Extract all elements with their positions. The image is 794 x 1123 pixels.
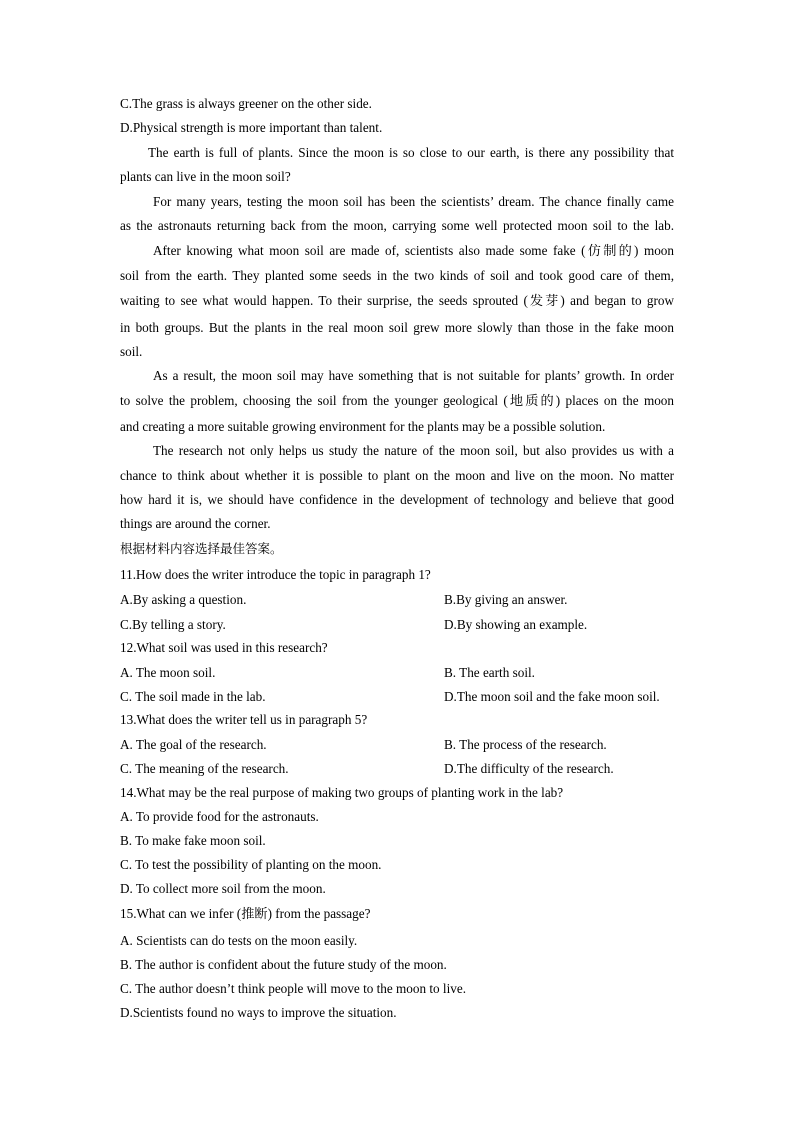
passage-line: chance to think about whether it is possible to plant on the moon and live on the moon. No matter <box>120 468 674 483</box>
option-d: D.Scientists found no ways to improve the situation. <box>120 1005 397 1020</box>
passage-line: to solve the problem, choosing the soil from the younger geological (地质的) places on the moon <box>120 393 674 408</box>
option-b: B. To make fake moon soil. <box>120 833 266 848</box>
passage-line: plants can live in the moon soil? <box>120 169 291 184</box>
option-c: C.By telling a story. <box>120 617 226 632</box>
passage-line: in both groups. But the plants in the real moon soil grew more slowly than those in the fake moon <box>120 320 674 335</box>
passage-line: soil. <box>120 344 143 359</box>
passage-line: soil from the earth. They planted some seeds in the two kinds of soil and took good care of them, <box>120 268 674 283</box>
passage-line: The research not only helps us study the nature of the moon soil, but also provides us with a <box>153 443 674 458</box>
option-a: A. The moon soil. <box>120 665 216 680</box>
option-b: B. The earth soil. <box>444 665 535 680</box>
option-b: B.By giving an answer. <box>444 592 568 607</box>
option-a: A.By asking a question. <box>120 592 247 607</box>
option-a: A. Scientists can do tests on the moon easily. <box>120 933 358 948</box>
option-a: A. The goal of the research. <box>120 737 267 752</box>
passage-line: As a result, the moon soil may have something that is not suitable for plants’ growth. In order <box>153 368 674 383</box>
passage-line: as the astronauts returning back from the moon, carrying some well protected moon soil to the lab. <box>120 218 674 233</box>
question-stem: 12.What soil was used in this research? <box>120 640 328 655</box>
passage-line: things are around the corner. <box>120 516 271 531</box>
option-a: A. To provide food for the astronauts. <box>120 809 319 824</box>
option-b: B. The process of the research. <box>444 737 607 752</box>
passage-line: The earth is full of plants. Since the moon is so close to our earth, is there any possibility that <box>148 145 674 160</box>
passage-line: how hard it is, we should have confidence in the development of technology and believe that good <box>120 492 674 507</box>
question-stem: 15.What can we infer (推断) from the passage? <box>120 906 371 921</box>
option-d: D.The moon soil and the fake moon soil. <box>444 689 660 704</box>
option-c: C. To test the possibility of planting on the moon. <box>120 857 382 872</box>
instruction: 根据材料内容选择最佳答案。 <box>120 541 283 556</box>
option-c: C. The author doesn’t think people will move to the moon to live. <box>120 981 467 996</box>
prev-option-c: C.The grass is always greener on the other side. <box>120 96 372 111</box>
question-stem: 11.How does the writer introduce the topic in paragraph 1? <box>120 567 431 582</box>
passage-line: For many years, testing the moon soil has been the scientists’ dream. The chance finally came <box>153 194 674 209</box>
option-d: D.The difficulty of the research. <box>444 761 614 776</box>
passage-line: waiting to see what would happen. To their surprise, the seeds sprouted (发芽) and began to grow <box>120 293 674 308</box>
prev-option-d: D.Physical strength is more important than talent. <box>120 120 383 135</box>
option-b: B. The author is confident about the future study of the moon. <box>120 957 447 972</box>
option-d: D. To collect more soil from the moon. <box>120 881 326 896</box>
question-stem: 14.What may be the real purpose of making two groups of planting work in the lab? <box>120 785 564 800</box>
option-d: D.By showing an example. <box>444 617 588 632</box>
option-c: C. The meaning of the research. <box>120 761 289 776</box>
passage-line: After knowing what moon soil are made of, scientists also made some fake (仿制的) moon <box>153 243 674 258</box>
passage-line: and creating a more suitable growing environment for the plants may be a possible solution. <box>120 419 606 434</box>
question-stem: 13.What does the writer tell us in paragraph 5? <box>120 712 368 727</box>
option-c: C. The soil made in the lab. <box>120 689 266 704</box>
